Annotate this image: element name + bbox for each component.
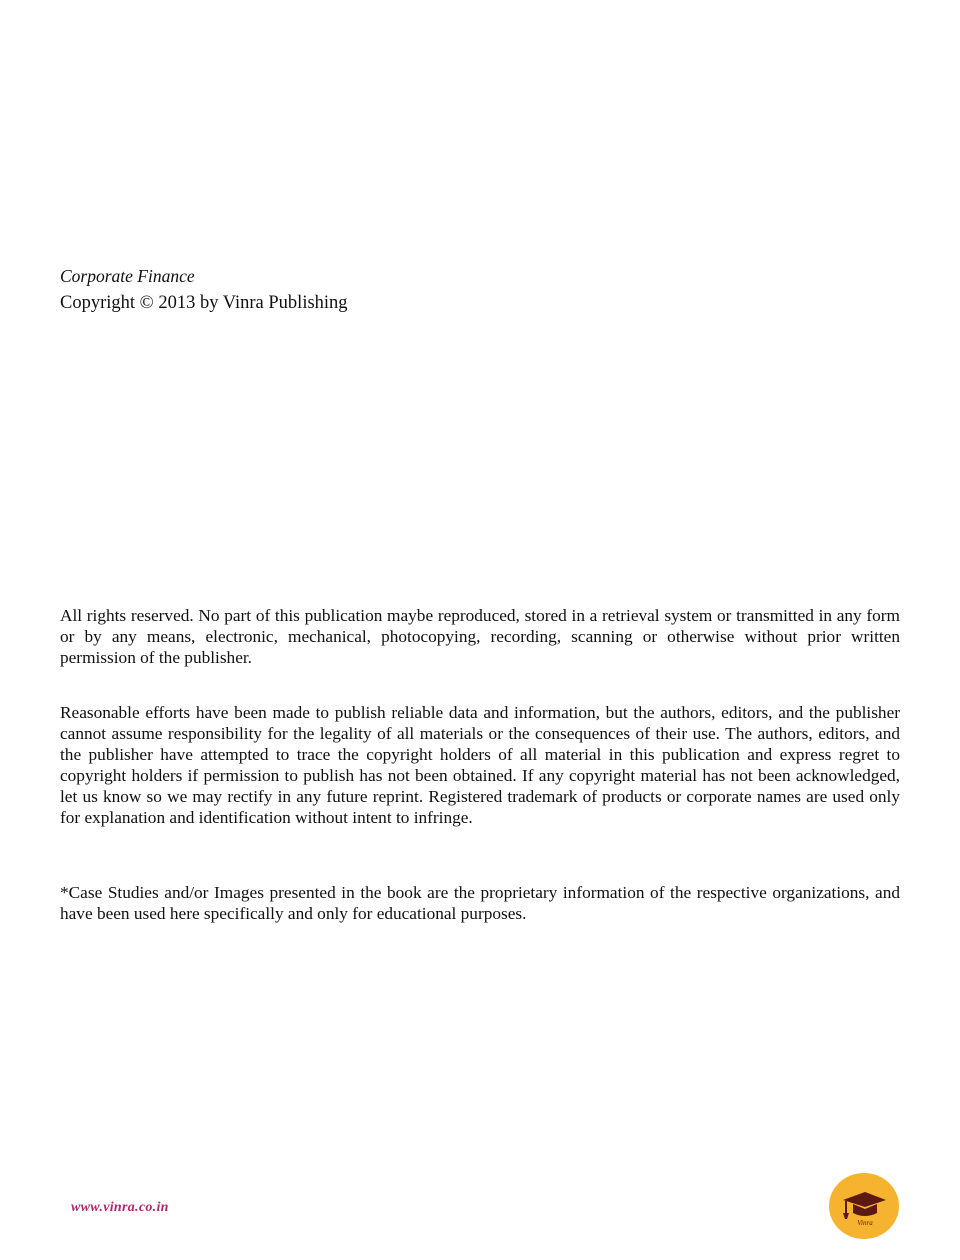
copyright-line: Copyright © 2013 by Vinra Publishing	[60, 293, 348, 313]
book-title: Corporate Finance	[60, 266, 195, 286]
svg-text:Vinra: Vinra	[857, 1219, 873, 1227]
case-studies-note-paragraph: *Case Studies and/or Images presented in the book are the proprietary information of the respective organizations, and have been used here specifically and only for educational purposes.	[60, 883, 900, 923]
rights-reserved-paragraph: All rights reserved. No part of this publication maybe reproduced, stored in a retrieval system or transmitted in any form or by any means, electronic, mechanical, photocopying, recording, scanning or otherwise without prior written permission of the publisher.	[60, 606, 900, 667]
graduation-cap-icon	[829, 1173, 899, 1239]
disclaimer-paragraph: Reasonable efforts have been made to publish reliable data and information, but the authors, editors, and the publisher cannot assume responsibility for the legality of all materials or the consequences of their use. The authors, editors, and the publisher have attempted to trace the copyright holders of all material in this publication and express regret to copyright holders if permission to publish has not been obtained. If any copyright material has not been acknowledged, let us know so we may rectify in any future reprint. Registered trademark of products or corporate names are used only for explanation and identification without intent to infringe.	[60, 703, 900, 827]
publisher-logo	[829, 1173, 899, 1239]
website-link[interactable]: www.vinra.co.in	[71, 1200, 169, 1215]
